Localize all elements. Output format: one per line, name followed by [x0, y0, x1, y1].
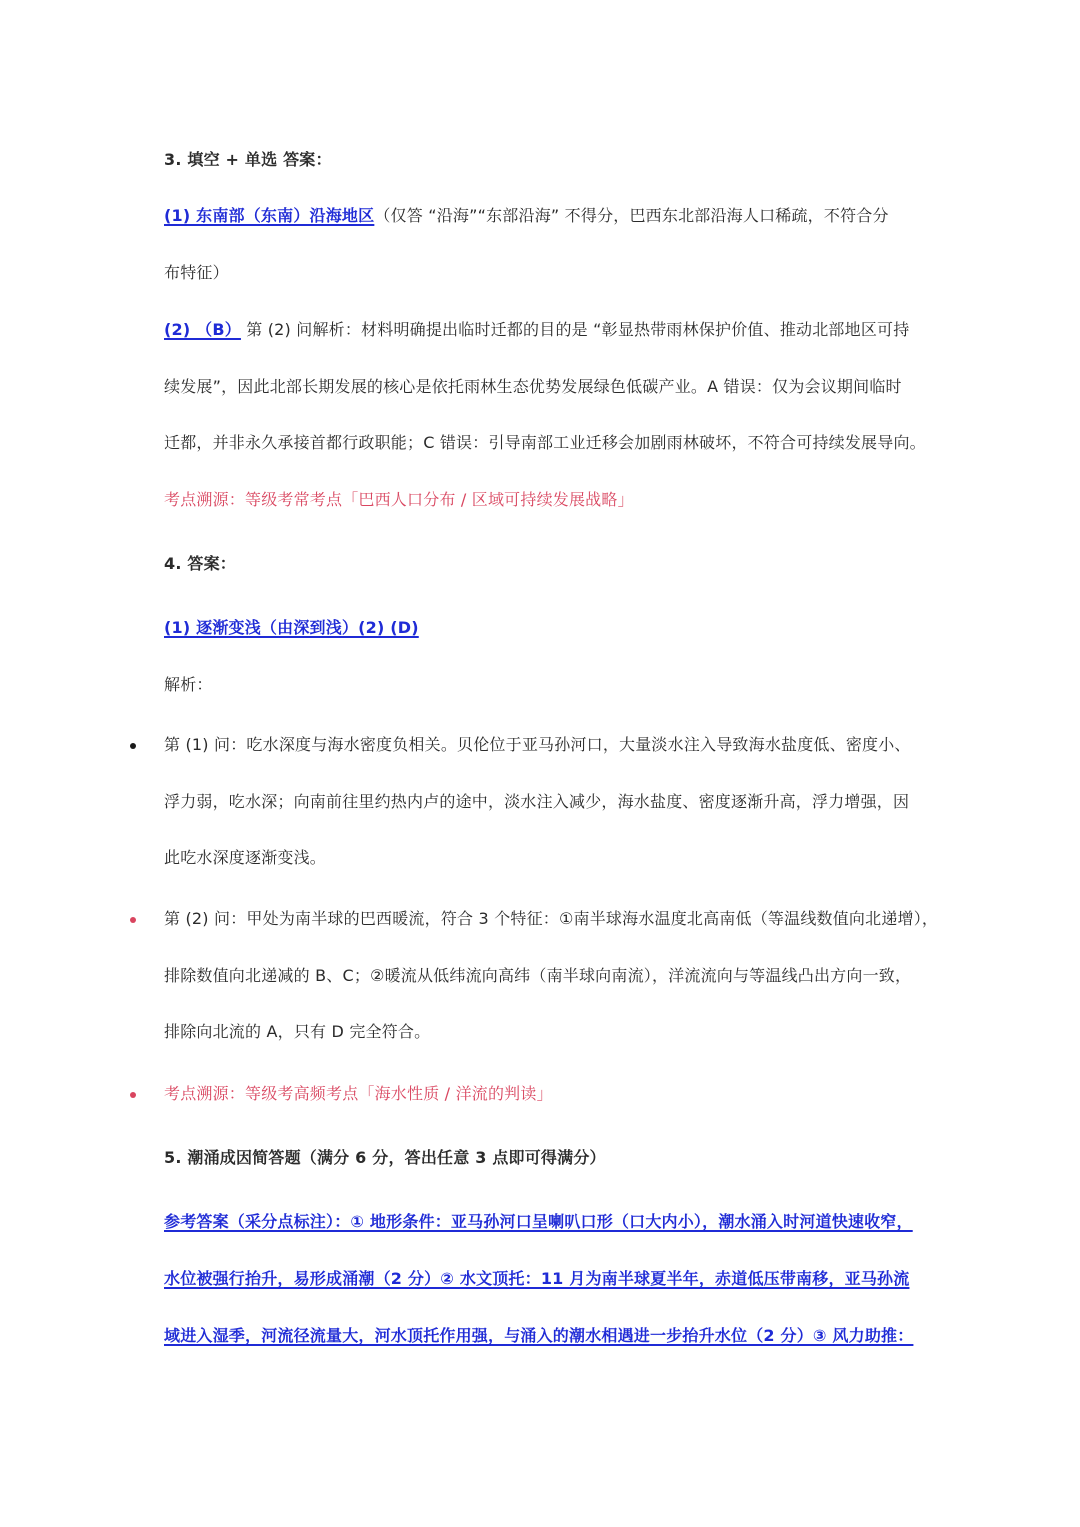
q5-answer-link[interactable]: 参考答案（采分点标注）：① 地形条件：亚马孙河口呈喇叭口形（口大内小），潮水涌入时河道快速收窄， — [164, 1212, 913, 1231]
q4-bullet1-line1: 第 (1) 问：吃水深度与海水密度负相关。贝伦位于亚马孙河口，大量淡水注入导致海水盐度低、密度小、 — [164, 735, 911, 754]
q5-answer-line2 — [164, 1268, 909, 1290]
q4-heading: 4. 答案： — [164, 554, 236, 573]
q4-bullet1-line3: 此吃水深度逐渐变浅。 — [164, 848, 327, 867]
q4-bullet2-line3: 排除向北流的 A，只有 D 完全符合。 — [164, 1022, 431, 1041]
q5-answer-line1 — [164, 1211, 913, 1233]
q5-answer-line3 — [164, 1325, 913, 1347]
q4-answer-link[interactable]: (1) 逐渐变浅（由深到浅）(2) (D) — [164, 618, 419, 637]
q3-answer-2-link[interactable]: (2) （B） — [164, 320, 241, 339]
q3-answer-1 — [164, 205, 889, 227]
q4-bullet2-line2: 排除数值向北递减的 B、C；②暖流从低纬流向高纬（南半球向南流），洋流流向与等温线凸出方向一致， — [164, 966, 912, 985]
bullet-icon — [130, 917, 136, 923]
q4-bullet2-line1: 第 (2) 问：甲处为南半球的巴西暖流，符合 3 个特征：①南半球海水温度北高南低（等温线数值向北递增）， — [164, 909, 939, 928]
q3-answer-1-line2: 布特征） — [164, 263, 229, 282]
bullet-icon — [130, 1092, 136, 1098]
q5-answer-link[interactable]: 域进入湿季，河流径流量大，河水顶托作用强，与涌入的潮水相遇进一步抬升水位（2 分）③ 风力助推： — [164, 1326, 914, 1345]
q4-source: 考点溯源：等级考高频考点「海水性质 / 洋流的判读」 — [164, 1084, 553, 1103]
q5-heading: 5. 潮涌成因简答题（满分 6 分，答出任意 3 点即可得满分） — [164, 1148, 606, 1167]
q3-answer-1-link[interactable]: (1) 东南部（东南）沿海地区 — [164, 206, 375, 225]
q4-bullet1-line2: 浮力弱，吃水深；向南前往里约热内卢的途中，淡水注入减少，海水盐度、密度逐渐升高，浮力增强，因 — [164, 792, 910, 811]
q3-source: 考点溯源：等级考常考点「巴西人口分布 / 区域可持续发展战略」 — [164, 490, 634, 509]
q3-answer-2-line2: 续发展”，因此北部长期发展的核心是依托雨林生态优势发展绿色低碳产业。A 错误：仅为会议期间临时 — [164, 377, 902, 396]
q3-heading: 3. 填空 + 单选 答案： — [164, 150, 332, 169]
q3-answer-1-note: （仅答 “沿海”“东部沿海” 不得分，巴西东北部沿海人口稀疏，不符合分 — [374, 206, 889, 225]
q3-answer-2-line3: 迁都，并非永久承接首都行政职能；C 错误：引导南部工业迁移会加剧雨林破坏，不符合可持续发展导向。 — [164, 433, 926, 452]
q3-answer-2 — [164, 319, 909, 341]
q4-analysis-label: 解析： — [164, 675, 213, 694]
q4-answer — [164, 617, 419, 639]
bullet-icon — [130, 743, 136, 749]
q3-answer-2-analysis: 第 (2) 问解析：材料明确提出临时迁都的目的是 “彰显热带雨林保护价值、推动北部地区可持 — [240, 320, 910, 339]
q5-answer-link[interactable]: 水位被强行抬升，易形成涌潮（2 分）② 水文顶托：11 月为南半球夏半年，赤道低压带南移，亚马孙流 — [164, 1269, 910, 1288]
